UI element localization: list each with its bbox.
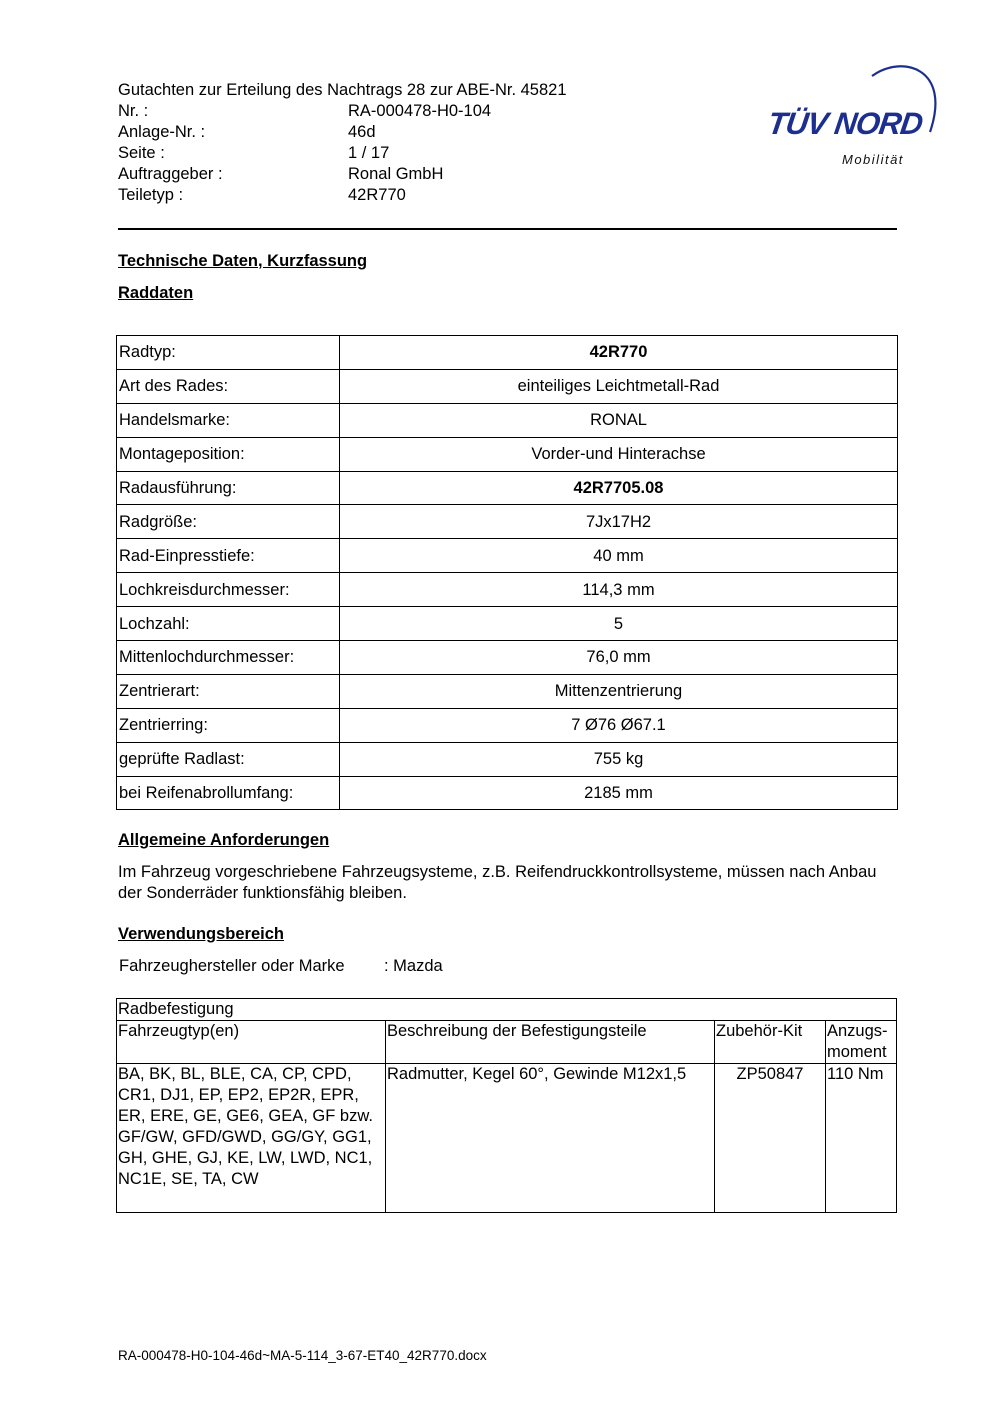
allgemein-text: Im Fahrzeug vorgeschriebene Fahrzeugsysteme, z.B. Reifendruckkontrollsysteme, müssen nach Anbau der Sonderräder funktionsfähig bleiben.	[118, 863, 877, 902]
cell-anzugsmoment: 110 Nm	[826, 1064, 897, 1213]
table-row	[117, 641, 898, 675]
raddaten-value: 5	[340, 607, 898, 641]
header-divider	[118, 228, 897, 230]
raddaten-value: 76,0 mm	[340, 641, 898, 675]
footer-filename: RA-000478-H0-104-46d~MA-5-114_3-67-ET40_42R770.docx	[118, 1348, 487, 1363]
raddaten-label: Art des Rades:	[117, 369, 340, 403]
table-row	[117, 573, 898, 607]
table-row	[117, 742, 898, 776]
raddaten-label: geprüfte Radlast:	[117, 742, 340, 776]
raddaten-value: 114,3 mm	[340, 573, 898, 607]
raddaten-label: Lochkreisdurchmesser:	[117, 573, 340, 607]
raddaten-label: Montageposition:	[117, 437, 340, 471]
raddaten-label: Handelsmarke:	[117, 403, 340, 437]
radbefestigung-table	[116, 998, 897, 1213]
table-row	[117, 607, 898, 641]
raddaten-label: Radausführung:	[117, 471, 340, 505]
header-row-auftraggeber: Auftraggeber : Ronal GmbH	[118, 165, 444, 183]
table-row	[117, 336, 898, 370]
table-row	[117, 674, 898, 708]
raddaten-value: 42R7705.08	[340, 471, 898, 505]
table-row	[117, 539, 898, 573]
raddaten-value: 755 kg	[340, 742, 898, 776]
raddaten-label: Radtyp:	[117, 336, 340, 370]
header-fahrzeugtyp: Fahrzeugtyp(en)	[117, 1021, 386, 1064]
cell-fahrzeugtypen: BA, BK, BL, BLE, CA, CP, CPD, CR1, DJ1, EP, EP2, EP2R, EPR, ER, ERE, GE, GE6, GEA, GF bzw. GF/GW, GFD/GWD, GG/GY, GG1, GH, GHE, GJ, KE, LW, LWD, NC1, NC1E, SE, TA, CW	[117, 1064, 386, 1213]
document-header	[118, 80, 567, 206]
table-row	[117, 403, 898, 437]
vehicle-make-row	[119, 957, 443, 976]
header-zubehoer-kit: Zubehör-Kit	[715, 1021, 826, 1064]
raddaten-value: 42R770	[340, 336, 898, 370]
raddaten-label: Zentrierart:	[117, 674, 340, 708]
raddaten-value: Vorder-und Hinterachse	[340, 437, 898, 471]
raddaten-value: 40 mm	[340, 539, 898, 573]
raddaten-label: Zentrierring:	[117, 708, 340, 742]
document-title: Gutachten zur Erteilung des Nachtrags 28 zur ABE-Nr. 45821	[118, 81, 567, 99]
logo-brand: TÜV NORD	[765, 106, 925, 141]
table-row	[117, 471, 898, 505]
section-title: Technische Daten, Kurzfassung	[118, 252, 368, 270]
table-row	[117, 437, 898, 471]
cell-beschreibung: Radmutter, Kegel 60°, Gewinde M12x1,5	[386, 1064, 715, 1213]
raddaten-label: Lochzahl:	[117, 607, 340, 641]
raddaten-value: Mittenzentrierung	[340, 674, 898, 708]
table-row	[117, 505, 898, 539]
cell-zubehoer-kit: ZP50847	[715, 1064, 826, 1213]
logo-subtitle: Mobilität	[842, 152, 904, 167]
raddaten-value: 7 Ø76 Ø67.1	[340, 708, 898, 742]
header-row-anlage: Anlage-Nr. : 46d	[118, 123, 376, 141]
raddaten-label: bei Reifenabrollumfang:	[117, 776, 340, 810]
raddaten-table	[116, 335, 898, 810]
header-beschreibung: Beschreibung der Befestigungsteile	[386, 1021, 715, 1064]
allgemein-title: Allgemeine Anforderungen	[118, 831, 330, 849]
section-subtitle: Raddaten	[118, 284, 194, 302]
raddaten-value: 7Jx17H2	[340, 505, 898, 539]
header-row-nr: Nr. : RA-000478-H0-104	[118, 102, 492, 120]
tuv-nord-logo	[762, 56, 942, 176]
table-row	[117, 369, 898, 403]
make-value: : Mazda	[384, 957, 443, 975]
table-caption: Radbefestigung	[117, 999, 897, 1021]
raddaten-value: einteiliges Leichtmetall-Rad	[340, 369, 898, 403]
raddaten-label: Mittenlochdurchmesser:	[117, 641, 340, 675]
make-label: Fahrzeughersteller oder Marke	[119, 957, 345, 975]
table-row	[117, 776, 898, 810]
raddaten-label: Radgröße:	[117, 505, 340, 539]
header-row-seite: Seite : 1 / 17	[118, 144, 390, 162]
header-anzugsmoment: Anzugs-moment	[826, 1021, 897, 1064]
raddaten-label: Rad-Einpresstiefe:	[117, 539, 340, 573]
header-row-teiletyp: Teiletyp : 42R770	[118, 186, 406, 204]
raddaten-value: 2185 mm	[340, 776, 898, 810]
table-row	[117, 708, 898, 742]
raddaten-value: RONAL	[340, 403, 898, 437]
verwendung-title: Verwendungsbereich	[118, 925, 284, 943]
